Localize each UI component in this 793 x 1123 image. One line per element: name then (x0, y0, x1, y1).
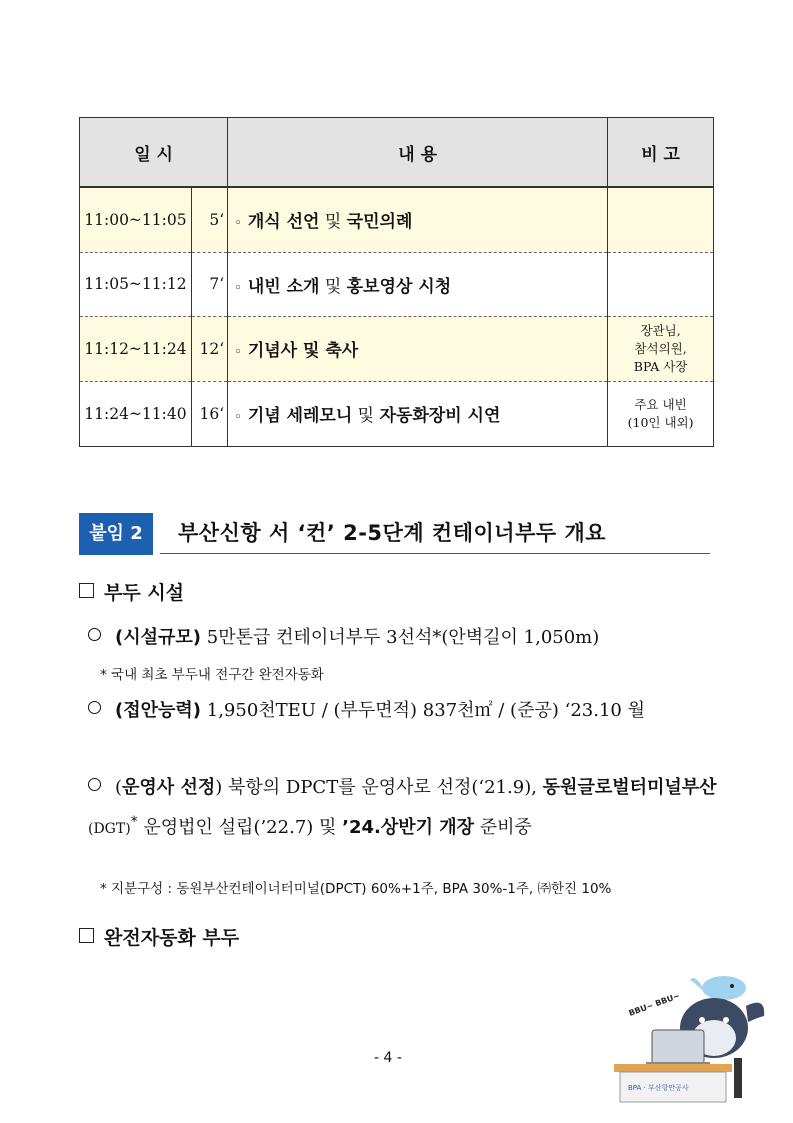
header-note: 비 고 (608, 118, 714, 188)
row-time: 11:00~11:05 (80, 187, 192, 252)
square-bullet-icon (79, 583, 94, 598)
row-content (228, 381, 608, 446)
content-part: 개식 선언 (247, 212, 320, 233)
table-row (80, 381, 714, 446)
row-time: 11:05~11:12 (80, 252, 192, 316)
content-part: 국민의례 (346, 212, 413, 233)
row-content (228, 187, 608, 252)
row-time: 11:24~11:40 (80, 381, 192, 446)
row-duration: 7‘ (191, 252, 227, 316)
section-heading-facility (79, 578, 184, 605)
circle-bullet-icon (88, 778, 101, 791)
content-part: 기념사 및 축사 (247, 341, 359, 361)
note-line: 주요 내빈 (634, 396, 687, 412)
operator-footnote: * 지분구성 : 동원부산컨테이너터미널(DPCT) 60%+1주, BPA 30%-1주, ㈜한진 10% (100, 881, 612, 897)
bullet-icon: ◦ (234, 280, 242, 296)
table-row (80, 252, 714, 316)
section-heading-automation (79, 923, 239, 950)
item-label: (시설규모) (115, 627, 202, 648)
item-operator (88, 771, 718, 846)
item-text: 준비중 (474, 817, 532, 838)
item-bold-text: ’24.상반기 개장 (342, 817, 475, 838)
table-header-row (80, 118, 714, 188)
bullet-icon: ◦ (234, 216, 242, 232)
row-note (608, 316, 714, 381)
circle-bullet-icon (88, 701, 101, 714)
content-part: 자동화장비 시연 (379, 406, 501, 426)
item-label: (접안능력) (115, 700, 202, 721)
schedule-table (79, 117, 714, 447)
mascot-illustration (606, 966, 776, 1106)
row-duration: 12‘ (191, 316, 227, 381)
scale-footnote: * 국내 최초 부두내 전구간 완전자동화 (100, 667, 324, 683)
item-text: 1,950천TEU / (부두면적) 837천㎡ / (준공) ‘23.10 월 (201, 700, 645, 721)
item-paren: ) (215, 777, 223, 798)
bullet-icon: ◦ (234, 345, 242, 360)
section-heading-text: 부두 시설 (104, 582, 185, 604)
header-time: 일 시 (80, 118, 228, 188)
square-bullet-icon (79, 928, 94, 943)
item-bold-text: 동원글로벌터미널부산 (542, 777, 717, 798)
item-sup: * (130, 814, 138, 830)
bullet-icon: ◦ (234, 410, 242, 425)
table-row (80, 316, 714, 381)
laptop-brand: BPA · 부산항만공사 (628, 1084, 689, 1092)
page-number: - 4 - (374, 1050, 402, 1066)
content-part: 홍보영상 시청 (346, 276, 452, 297)
circle-bullet-icon (88, 628, 101, 641)
note-line: 참석의원, (634, 340, 687, 356)
row-note (608, 187, 714, 252)
content-part: 내빈 소개 (247, 276, 320, 297)
item-text: 5만톤급 컨테이너부두 3선석*(안벽길이 1,050m) (201, 627, 600, 648)
section-heading-text: 완전자동화 부두 (104, 927, 240, 949)
content-part: 및 (319, 276, 347, 297)
note-line: (10인 내외) (627, 414, 694, 430)
item-text: 운영법인 설립(’22.7) 및 (137, 817, 343, 838)
attachment-title: 부산신항 서 ‘컨’ 2-5단계 컨테이너부두 개요 (178, 521, 607, 545)
header-content: 내 용 (228, 118, 608, 188)
item-capacity (88, 694, 718, 728)
row-note (608, 381, 714, 446)
note-line: 장관님, (640, 322, 681, 338)
title-underline (160, 553, 710, 554)
item-scale (88, 621, 718, 655)
row-content (228, 252, 608, 316)
item-text: 북항의 DPCT를 운영사로 선정(‘21.9), (222, 777, 543, 798)
row-note (608, 252, 714, 316)
item-paren: ( (115, 777, 123, 798)
row-time: 11:12~11:24 (80, 316, 192, 381)
table-row (80, 187, 714, 252)
item-label: 운영사 선정 (122, 777, 216, 798)
attachment-badge: 붙임 2 (79, 513, 153, 555)
note-line: BPA 사장 (633, 358, 688, 374)
content-part: 및 (319, 212, 347, 233)
row-content (228, 316, 608, 381)
item-small-text: (DGT) (88, 821, 131, 837)
row-duration: 16‘ (191, 381, 227, 446)
bubble-text: BBU~ BBU~ (627, 991, 682, 1018)
content-part: 기념 세레모니 (247, 406, 353, 426)
row-duration: 5‘ (191, 187, 227, 252)
content-part: 및 (352, 406, 380, 426)
